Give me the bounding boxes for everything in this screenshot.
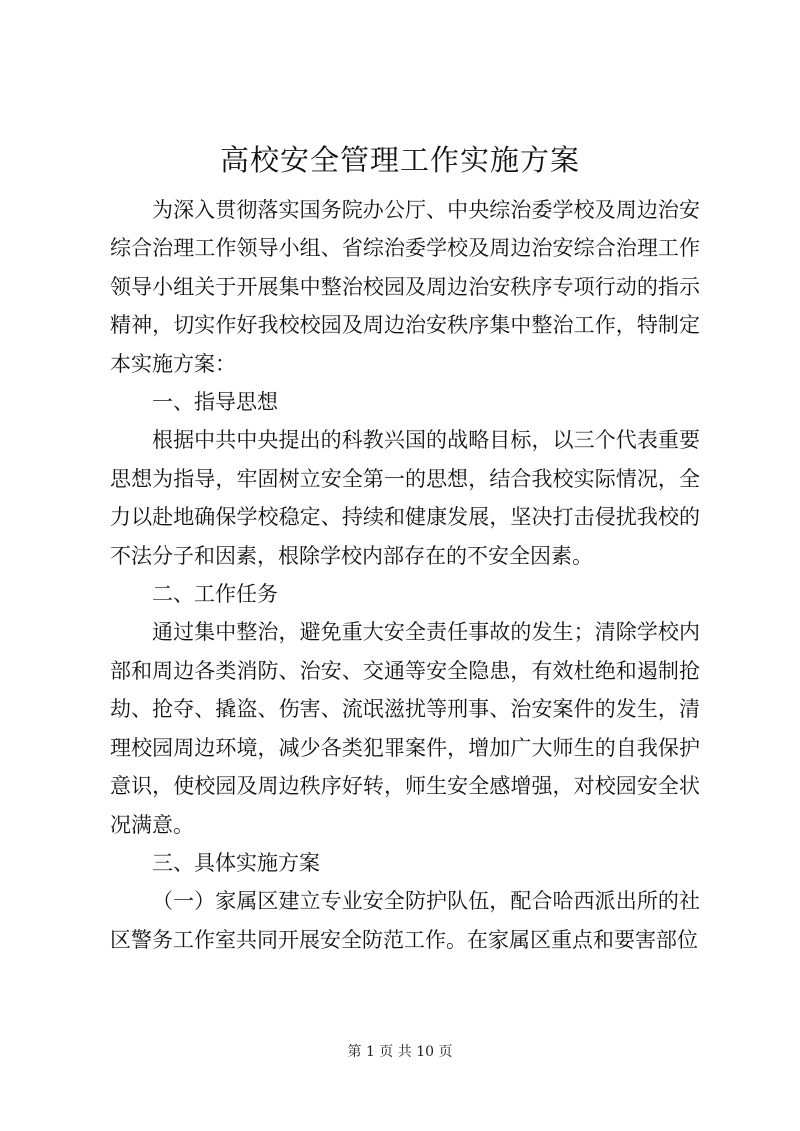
section-heading-work-tasks: 二、工作任务 bbox=[152, 582, 278, 607]
intro-paragraph: 为深入贯彻落实国务院办公厅、中央综治委学校及周边治安综合治理工作领导小组、省综治委学校及周边治安综合治理工作领导小组关于开展集中整治校园及周边治安秩序专项行动的指示精神，切实作好我校校园及周边治安秩序集中整治工作，特制定本实施方案： bbox=[110, 198, 700, 376]
guiding-ideology-paragraph: 根据中共中央提出的科教兴国的战略目标，以三个代表重要思想为指导，牢固树立安全第一的思想，结合我校实际情况，全力以赴地确保学校稳定、持续和健康发展，坚决打击侵扰我校的不法分子和因素，根除学校内部存在的不安全因素。 bbox=[110, 428, 700, 568]
page-footer: 第 1 页 共 10 页 bbox=[347, 1044, 453, 1060]
document-title: 高校安全管理工作实施方案 bbox=[219, 143, 580, 177]
work-tasks-paragraph: 通过集中整治，避免重大安全责任事故的发生；清除学校内部和周边各类消防、治安、交通等安全隐患，有效杜绝和遏制抢劫、抢夺、撬盗、伤害、流氓滋扰等刑事、治安案件的发生，清理校园周边环境，减少各类犯罪案件，增加广大师生的自我保护意识，使校园及周边秩序好转，师生安全感增强，对校园安全状况满意。 bbox=[110, 620, 700, 837]
section-heading-implementation-plan: 三、具体实施方案 bbox=[152, 850, 320, 875]
implementation-item-1-paragraph: （一）家属区建立专业安全防护队伍，配合哈西派出所的社区警务工作室共同开展安全防范工作。在家属区重点和要害部位 bbox=[110, 889, 700, 952]
document-body bbox=[110, 191, 700, 959]
section-heading-guiding-ideology: 一、指导思想 bbox=[152, 390, 278, 415]
